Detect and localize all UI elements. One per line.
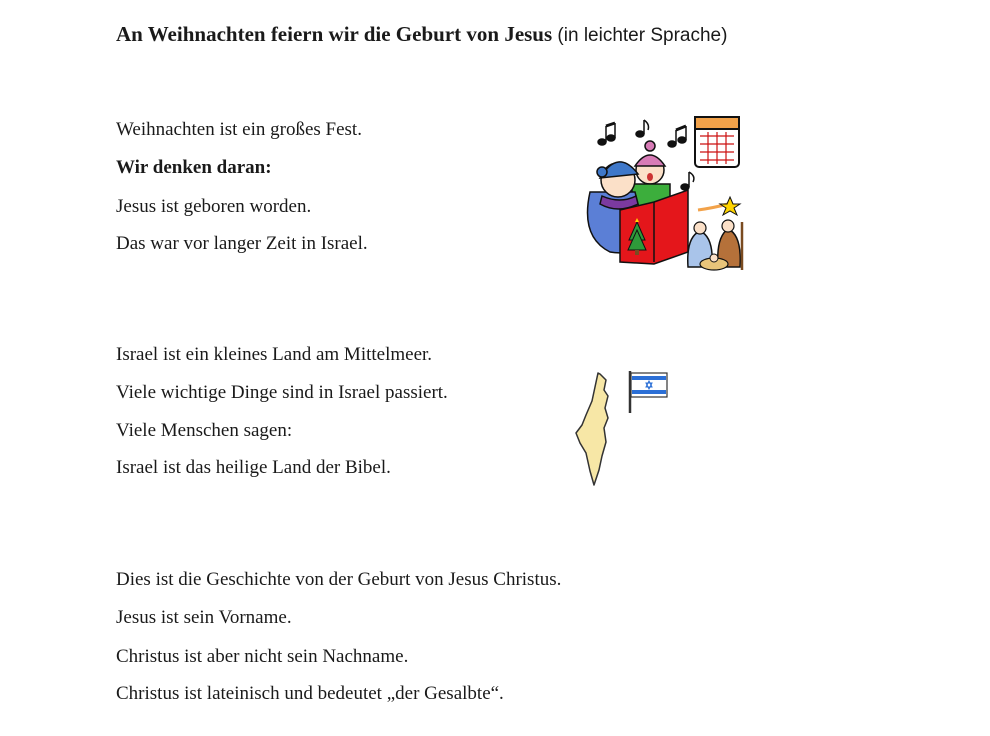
- title-subtitle: (in leichter Sprache): [557, 25, 728, 46]
- christmas-carolers-icon: [580, 112, 750, 277]
- section1-line-1: Weihnachten ist ein großes Fest.: [116, 119, 362, 140]
- section1-line-2: Wir denken daran:: [116, 157, 272, 178]
- section3-line-2: Jesus ist sein Vorname.: [116, 607, 292, 628]
- section2-line-4: Israel ist das heilige Land der Bibel.: [116, 457, 391, 478]
- title-main: An Weihnachten feiern wir die Geburt von Jesus: [116, 22, 553, 46]
- page-title: [116, 22, 727, 47]
- section3-line-1: Dies ist die Geschichte von der Geburt von Jesus Christus.: [116, 569, 562, 590]
- section2-line-1: Israel ist ein kleines Land am Mittelmeer.: [116, 344, 433, 365]
- section1-line-3: Jesus ist geboren worden.: [116, 196, 312, 217]
- section3-line-4: Christus ist lateinisch und bedeutet „der Gesalbte“.: [116, 683, 504, 704]
- section2-line-2: Viele wichtige Dinge sind in Israel passiert.: [116, 382, 448, 403]
- section1-line-4: Das war vor langer Zeit in Israel.: [116, 233, 368, 254]
- israel-flag-icon: [626, 369, 670, 415]
- israel-map-icon: [570, 372, 622, 487]
- section3-line-3: Christus ist aber nicht sein Nachname.: [116, 646, 409, 667]
- section2-line-3: Viele Menschen sagen:: [116, 420, 293, 441]
